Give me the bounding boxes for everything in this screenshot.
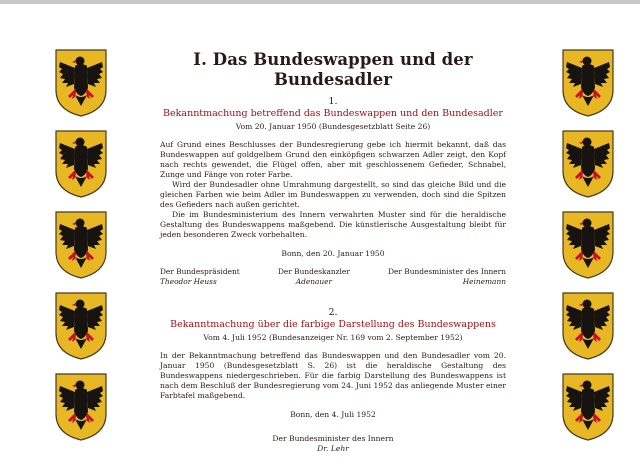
federal-eagle-icon [54,291,108,361]
section-1-paragraph-1: Auf Grund eines Beschlusses der Bundesregierung gebe ich hiermit bekannt, daß das Bundeswappen auf goldgelbem Grund den einköpfigen schwarzen Adler zeigt, den Kopf nach rechts gewendet, die Flügel offen, aber mit geschlossenem Gefieder, Schnabel, Zunge und Fänge von roter Farbe. [160,140,506,179]
section-1-heading: Bekanntmachung betreffend das Bundeswappen und den Bundesadler [163,108,503,119]
signature-office: Der Bundespräsident [160,267,240,276]
section-1-signatures [160,267,506,287]
section-2-paragraph: In der Bekanntmachung betreffend das Bundeswappen und den Bundesadler vom 20. Januar 1950 (Bundesgesetzblatt S. 26) ist die heraldische Gestaltung des Bundeswappens niedergeschrieben. Für die farbig Darstellung des Bundeswappens ist nach dem Beschluß der Bundesregierung vom 24. Juni 1952 das anliegende Muster einer Farbtafel maßgebend. [160,351,506,400]
signature-chancellor [278,267,350,287]
signature-name: Theodor Heuss [160,277,217,286]
section-1-text [160,140,506,240]
signature-president [160,267,240,287]
section-2-heading: Bekanntmachung über die farbige Darstellung des Bundeswappens [170,319,496,330]
federal-eagle-icon [561,129,615,199]
section-2-number: 2. [328,307,338,318]
signature-office: Der Bundeskanzler [277,267,350,276]
section-1-paragraph-2: Wird der Bundesadler ohne Umrahmung dargestellt, so sind das gleiche Bild und die gleichen Farben wie beim Adler im Bundeswappen zu verwenden, doch sind die Spitzen des Gefieders nach außen gerichtet. [160,180,506,209]
federal-eagle-icon [54,210,108,280]
signature-name: Adenauer [295,277,333,286]
signature-name: Dr. Lehr [317,444,349,453]
signature-office: Der Bundesminister des Innern [388,267,506,276]
right-crest-column [561,48,615,453]
section-1-number: 1. [328,96,338,107]
document-body [160,50,506,454]
signature-office: Der Bundesminister des Innern [272,434,394,443]
federal-eagle-icon [561,372,615,442]
section-2-place-date: Bonn, den 4. Juli 1952 [290,410,376,419]
signature-name: Heinemann [462,277,506,286]
section-2-signature [160,434,506,454]
federal-eagle-icon [561,48,615,118]
page-title: I. Das Bundeswappen und der Bundesadler [193,50,473,89]
federal-eagle-icon [561,291,615,361]
federal-eagle-icon [54,372,108,442]
section-2-meta: Vom 4. Juli 1952 (Bundesanzeiger Nr. 169 vom 2. September 1952) [203,333,463,342]
left-crest-column [54,48,108,453]
federal-eagle-icon [54,129,108,199]
federal-eagle-icon [561,210,615,280]
section-1-paragraph-3: Die im Bundesministerium des Innern verwahrten Muster sind für die heraldische Gestaltung des Bundeswappens maßgebend. Die künstlerische Ausgestaltung bleibt für jeden besonderen Zweck vorbehalten. [160,210,506,239]
section-1-place-date: Bonn, den 20. Januar 1950 [281,249,385,258]
top-scan-edge [0,0,640,4]
signature-interior-minister [388,267,506,287]
section-1-meta: Vom 20. Januar 1950 (Bundesgesetzblatt Seite 26) [235,122,431,131]
federal-eagle-icon [54,48,108,118]
section-2-text [160,351,506,401]
